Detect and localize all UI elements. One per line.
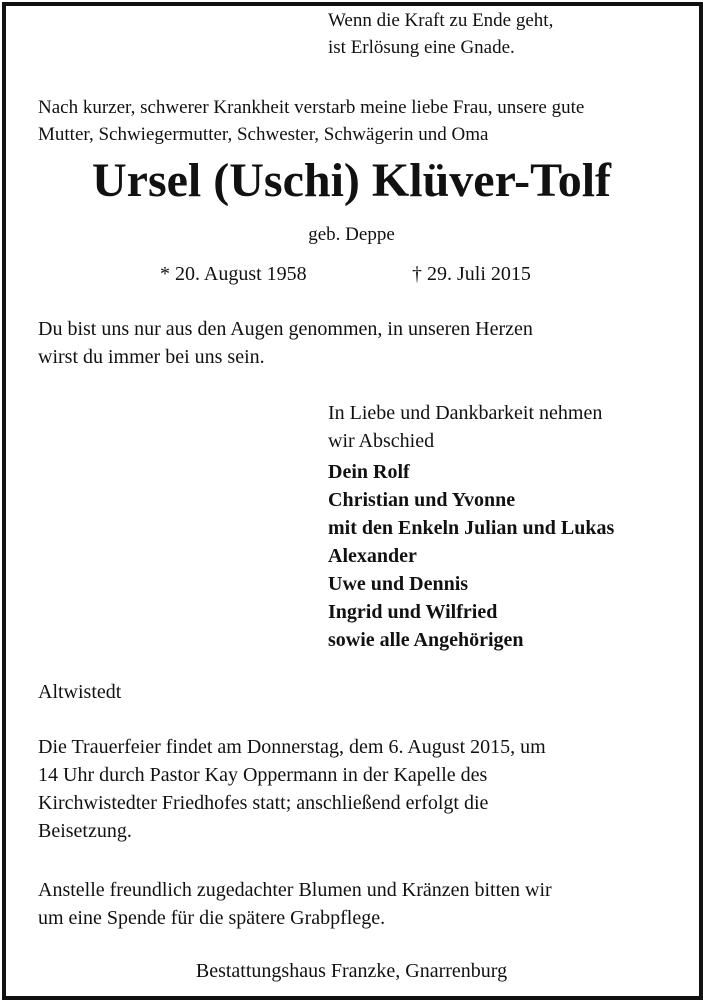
- birth-date: * 20. August 1958: [160, 263, 307, 285]
- mourners-list: [328, 458, 614, 654]
- mourner: mit den Enkeln Julian und Lukas: [328, 517, 615, 539]
- ceremony-line: Die Trauerfeier findet am Donnerstag, dem 6. August 2015, um: [38, 736, 546, 758]
- motto: [328, 7, 553, 61]
- ceremony-line: Kirchwistedter Friedhofes statt; anschließend erfolgt die: [38, 792, 489, 814]
- mourner: Dein Rolf: [328, 461, 410, 483]
- farewell-line: wir Abschied: [328, 430, 435, 452]
- mourner: Alexander: [328, 545, 417, 567]
- mourner: Uwe und Dennis: [328, 573, 469, 595]
- mourner: Christian und Yvonne: [328, 489, 516, 511]
- ceremony-line: Beisetzung.: [38, 820, 132, 842]
- intro-text: [38, 94, 584, 148]
- intro-line: Nach kurzer, schwerer Krankheit verstarb meine liebe Frau, unsere gute: [38, 97, 585, 118]
- death-date: † 29. Juli 2015: [412, 263, 531, 285]
- place: Altwistedt: [38, 681, 122, 703]
- mourner: sowie alle Angehörigen: [328, 629, 524, 651]
- deceased-name: Ursel (Uschi) Klüver-Tolf: [91, 154, 612, 207]
- motto-line: ist Erlösung eine Gnade.: [328, 37, 515, 58]
- flowers-note: [38, 876, 552, 932]
- ceremony-info: [38, 733, 546, 845]
- ceremony-line: 14 Uhr durch Pastor Kay Oppermann in der Kapelle des: [38, 764, 488, 786]
- mourner: Ingrid und Wilfried: [328, 601, 498, 623]
- verse: [38, 315, 533, 371]
- maiden-name: geb. Deppe: [308, 224, 395, 245]
- intro-line: Mutter, Schwiegermutter, Schwester, Schwägerin und Oma: [38, 124, 489, 145]
- undertaker: Bestattungshaus Franzke, Gnarrenburg: [195, 960, 508, 982]
- farewell-line: In Liebe und Dankbarkeit nehmen: [328, 402, 603, 424]
- verse-line: Du bist uns nur aus den Augen genommen, in unseren Herzen: [38, 318, 533, 340]
- verse-line: wirst du immer bei uns sein.: [38, 346, 265, 368]
- flowers-line: Anstelle freundlich zugedachter Blumen und Kränzen bitten wir: [38, 879, 552, 901]
- flowers-line: um eine Spende für die spätere Grabpflege.: [38, 907, 386, 929]
- farewell-text: [328, 399, 602, 455]
- motto-line: Wenn die Kraft zu Ende geht,: [328, 10, 554, 31]
